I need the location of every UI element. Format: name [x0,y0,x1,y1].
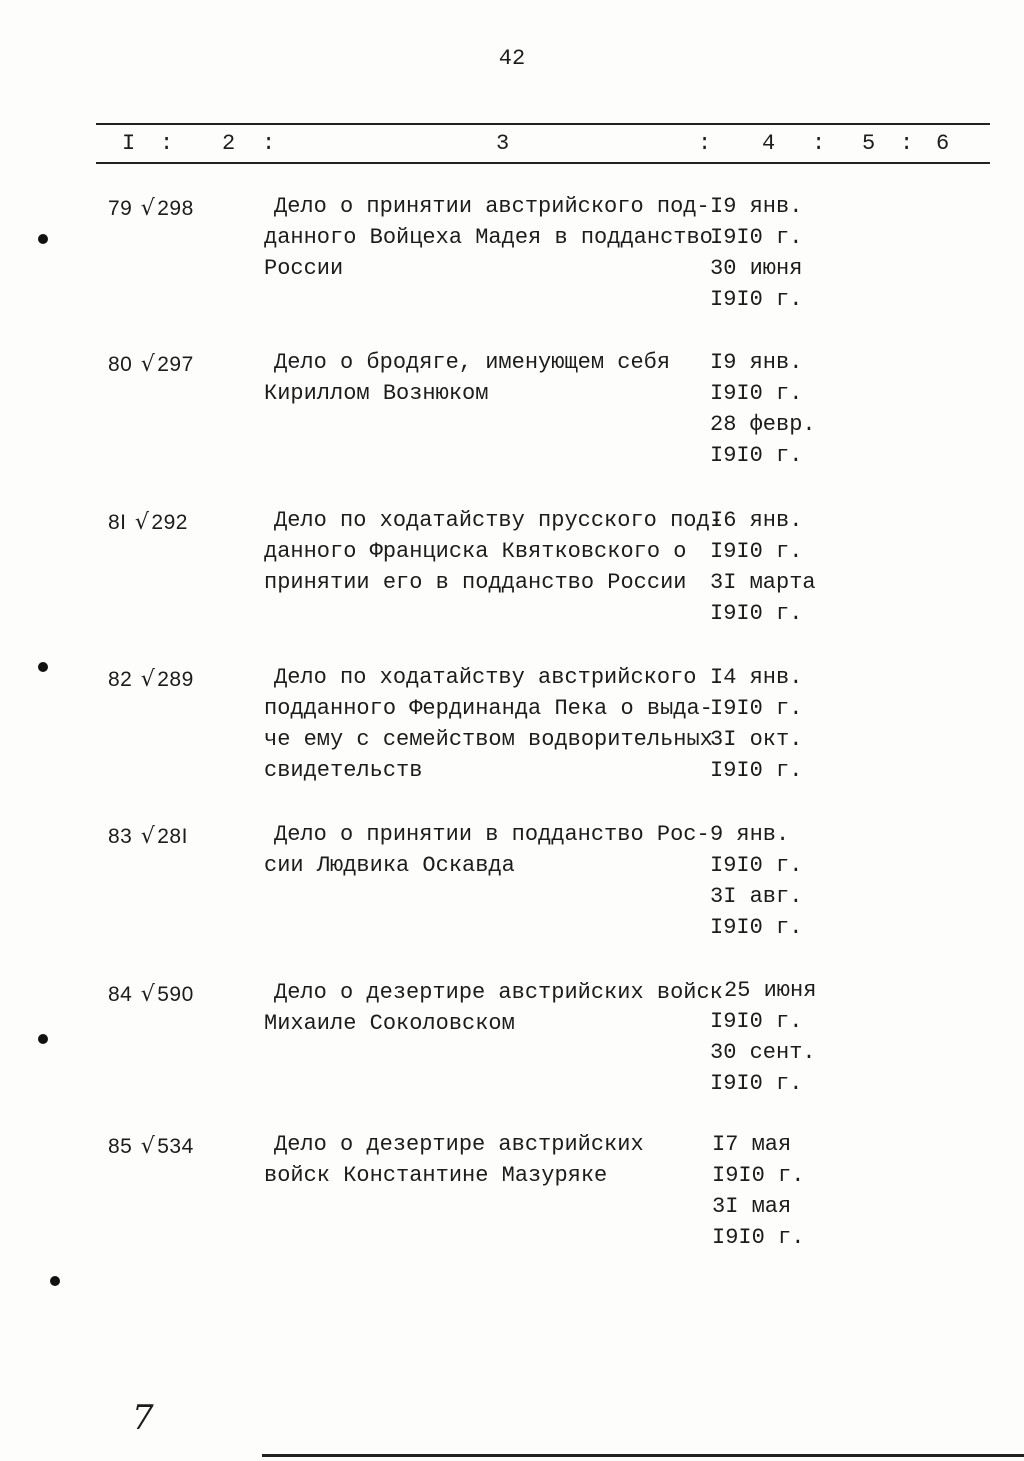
header-col-4: 4 [762,131,776,156]
entry-title-line: свидетельств [264,758,423,783]
binder-hole [38,662,48,672]
entry-date-line: I9I0 г. [710,225,803,250]
entry-title-line: Михаиле Соколовском [264,1011,515,1036]
table-row [0,667,1024,807]
entry-title-line: России [264,256,344,281]
entry-date-line: 25 июня [724,978,817,1003]
entry-date-line: I9I0 г. [710,443,803,468]
entry-date-line: I9 янв. [710,350,803,375]
entry-number: 79 √298 [108,196,194,221]
entry-date-line: I9I0 г. [710,1071,803,1096]
check-mark-icon: √ [140,982,156,1007]
entry-title-line: подданного Фердинанда Пека о выда- [264,696,713,721]
check-mark-icon: √ [140,1134,156,1159]
page-number: 42 [498,46,526,71]
entry-date-line: 3I марта [710,570,816,595]
entry-date-line: 3I окт. [710,727,803,752]
entry-date-line: I9I0 г. [710,758,803,783]
entry-title-line: данного Франциска Квятковского о [264,539,687,564]
header-col-6: 6 [936,131,950,156]
check-mark-icon: √ [134,510,150,535]
entry-date-line: I9I0 г. [710,1009,803,1034]
binder-hole [38,1034,48,1044]
entry-date-line: I9I0 г. [712,1225,805,1250]
entry-date-line: I9I0 г. [710,381,803,406]
entry-date-line: I9I0 г. [710,287,803,312]
binder-hole [38,234,48,244]
entry-date-line: 3I авг. [710,884,803,909]
entry-number: 83 √28I [108,824,188,849]
entry-title-line: Дело о дезертире австрийских войск [274,980,723,1005]
entry-date-line: I9I0 г. [712,1163,805,1188]
entry-number: 80 √297 [108,352,194,377]
table-row [0,196,1024,336]
entry-date-line: I9I0 г. [710,601,803,626]
entry-number: 82 √289 [108,667,194,692]
entry-date-line: 30 июня [710,256,803,281]
table-header-rule [96,162,990,164]
entry-date-line: I9 янв. [710,194,803,219]
entry-title-line: сии Людвика Оскавда [264,853,515,878]
entry-title-line: Дело по ходатайству прусского под- [274,508,723,533]
entry-title-line: Дело о бродяге, именующем себя [274,350,671,375]
check-mark-icon: √ [140,196,156,221]
table-row [0,510,1024,650]
entry-title-line: Дело по ходатайству австрийского [274,665,697,690]
header-col-3: 3 [496,131,510,156]
header-separator: : [812,131,826,156]
entry-number: 85 √534 [108,1134,194,1159]
entry-date-line: 3I мая [712,1194,792,1219]
entry-title-line: данного Войцеха Мадея в подданство [264,225,713,250]
table-row [0,824,1024,964]
entry-title-line: Дело о принятии в подданство Рос- [274,822,710,847]
header-col-2: 2 [222,131,236,156]
table-top-rule [96,123,990,125]
header-col-5: 5 [862,131,876,156]
entry-date-line: 30 сент. [710,1040,816,1065]
entry-date-line: I7 мая [712,1132,792,1157]
table-row [0,352,1024,492]
header-separator: : [160,131,174,156]
entry-title-line: войск Константине Мазуряке [264,1163,608,1188]
entry-date-line: I9I0 г. [710,539,803,564]
handwritten-mark: 7 [132,1398,154,1438]
entry-title-line: принятии его в подданство России [264,570,687,595]
header-col-1: I [122,131,136,156]
check-mark-icon: √ [140,824,156,849]
entry-number: 84 √590 [108,982,194,1007]
entry-date-line: 28 февр. [710,412,816,437]
entry-number: 8I √292 [108,510,188,535]
entry-date-line: 9 янв. [710,822,790,847]
entry-title-line: Кириллом Вознюком [264,381,489,406]
header-separator: : [262,131,276,156]
table-row [0,978,1024,1122]
entry-title-line: Дело о дезертире австрийских [274,1132,644,1157]
entry-date-line: I4 янв. [710,665,803,690]
entry-date-line: I6 янв. [710,508,803,533]
entry-date-line: I9I0 г. [710,853,803,878]
binder-hole [50,1276,60,1286]
check-mark-icon: √ [140,352,156,377]
entry-title-line: че ему с семейством водворительных [264,727,713,752]
entry-date-line: I9I0 г. [710,696,803,721]
entry-date-line: I9I0 г. [710,915,803,940]
page-bottom-rule [262,1454,1024,1457]
header-separator: : [900,131,914,156]
entry-title-line: Дело о принятии австрийского под- [274,194,710,219]
check-mark-icon: √ [140,667,156,692]
table-row [0,1134,1024,1274]
header-separator: : [698,131,712,156]
